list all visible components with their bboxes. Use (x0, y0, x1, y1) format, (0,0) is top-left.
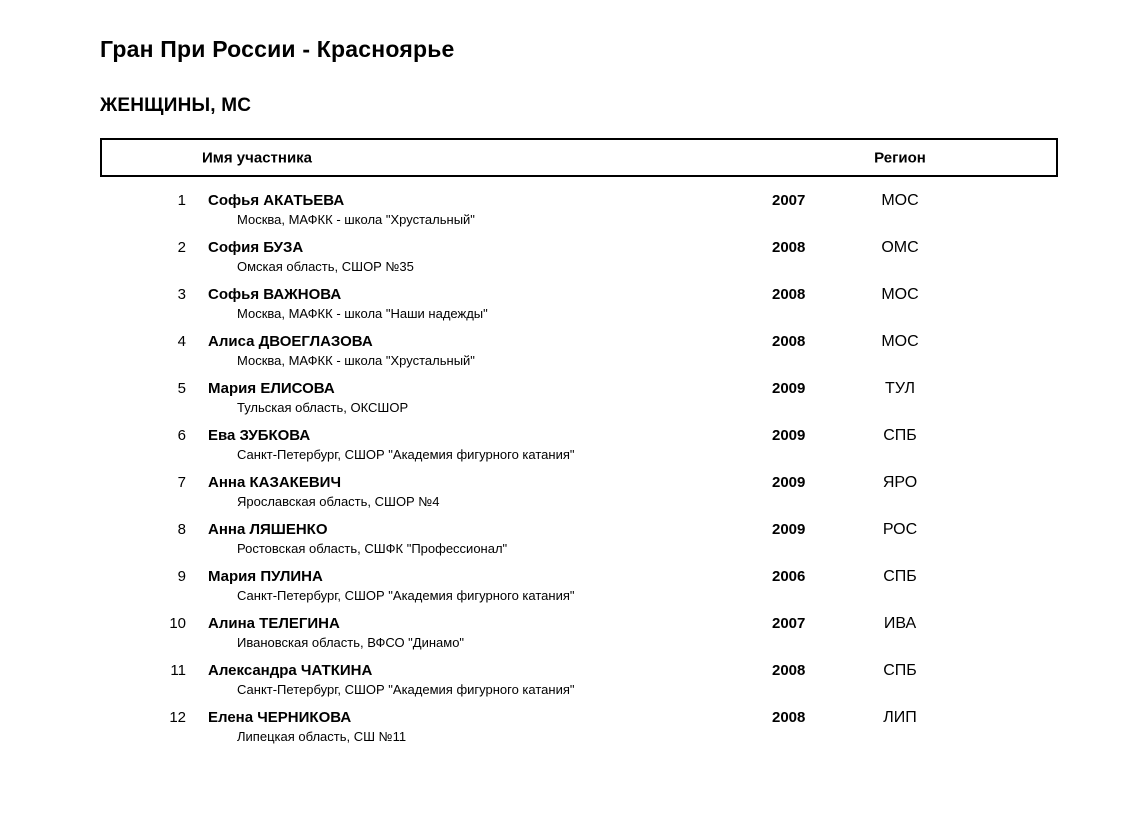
participant-cell (186, 426, 772, 464)
birth-year: 2009 (772, 380, 806, 397)
participant-cell (186, 520, 772, 558)
row-number: 2 (177, 239, 186, 256)
participant-cell (186, 285, 772, 323)
birth-year: 2008 (772, 709, 806, 726)
participant-club: Ивановская область, ВФСО "Динамо" (237, 635, 465, 650)
region-code: МОС (881, 192, 919, 209)
table-row (100, 332, 1058, 379)
column-header-name: Имя участника (202, 149, 313, 166)
table-row (100, 426, 1058, 473)
birth-year: 2008 (772, 333, 806, 350)
table-row (100, 285, 1058, 332)
table-row (100, 379, 1058, 426)
participant-cell (186, 238, 772, 276)
table-header (100, 138, 1058, 177)
participant-club: Москва, МАФКК - школа "Хрустальный" (237, 212, 475, 227)
row-number: 1 (177, 192, 186, 209)
row-number: 11 (170, 662, 186, 679)
participant-cell (186, 661, 772, 699)
participant-club: Санкт-Петербург, СШОР "Академия фигурного катания" (237, 682, 575, 697)
birth-year: 2006 (772, 568, 806, 585)
participant-name: Ева ЗУБКОВА (208, 427, 311, 444)
row-number: 7 (177, 474, 186, 491)
participant-name: Анна КАЗАКЕВИЧ (208, 474, 341, 491)
participant-cell (186, 191, 772, 229)
participant-name: Алина ТЕЛЕГИНА (208, 615, 340, 632)
participant-name: Софья ВАЖНОВА (208, 286, 342, 303)
birth-year: 2008 (772, 286, 806, 303)
birth-year: 2008 (772, 239, 806, 256)
category-title: ЖЕНЩИНЫ, МС (100, 95, 252, 116)
participant-cell (186, 567, 772, 605)
participant-club: Омская область, СШОР №35 (237, 259, 414, 274)
birth-year: 2009 (772, 427, 806, 444)
table-row (100, 473, 1058, 520)
participant-cell (186, 332, 772, 370)
participant-cell (186, 473, 772, 511)
table-row (100, 238, 1058, 285)
participant-name: Софья АКАТЬЕВА (208, 192, 345, 209)
participant-name: Анна ЛЯШЕНКО (208, 521, 328, 538)
row-number: 5 (177, 380, 186, 397)
region-code: СПБ (883, 427, 917, 444)
participant-cell (186, 708, 772, 746)
participant-club: Тульская область, ОКСШОР (237, 400, 409, 415)
participant-name: Алиса ДВОЕГЛАЗОВА (208, 333, 373, 350)
participant-club: Ярославская область, СШОР №4 (237, 494, 440, 509)
participant-name: София БУЗА (208, 239, 304, 256)
region-code: ЛИП (883, 709, 917, 726)
region-code: ОМС (881, 239, 919, 256)
row-number: 6 (177, 427, 186, 444)
region-code: МОС (881, 286, 919, 303)
participant-name: Мария ПУЛИНА (208, 568, 323, 585)
region-code: ИВА (883, 615, 917, 632)
participant-name: Александра ЧАТКИНА (208, 662, 373, 679)
participant-club: Ростовская область, СШФК "Профессионал" (237, 541, 508, 556)
birth-year: 2007 (772, 192, 806, 209)
participant-club: Санкт-Петербург, СШОР "Академия фигурного катания" (237, 447, 575, 462)
participant-name: Мария ЕЛИСОВА (208, 380, 335, 397)
birth-year: 2009 (772, 521, 806, 538)
region-code: МОС (881, 333, 919, 350)
region-code: СПБ (883, 662, 917, 679)
row-number: 9 (177, 568, 186, 585)
table-row (100, 708, 1058, 755)
participant-club: Москва, МАФКК - школа "Хрустальный" (237, 353, 475, 368)
birth-year: 2007 (772, 615, 806, 632)
table-row (100, 520, 1058, 567)
region-code: РОС (882, 521, 918, 538)
participant-club: Липецкая область, СШ №11 (237, 729, 407, 744)
row-number: 8 (177, 521, 186, 538)
region-code: ТУЛ (885, 380, 915, 397)
participant-name: Елена ЧЕРНИКОВА (208, 709, 352, 726)
table-row (100, 661, 1058, 708)
participant-cell (186, 379, 772, 417)
table-row (100, 614, 1058, 661)
row-number: 12 (169, 709, 186, 726)
participant-club: Санкт-Петербург, СШОР "Академия фигурного катания" (237, 588, 575, 603)
participants-list (100, 191, 1058, 755)
column-header-region: Регион (874, 149, 926, 166)
participant-club: Москва, МАФКК - школа "Наши надежды" (237, 306, 488, 321)
row-number: 3 (177, 286, 186, 303)
participant-cell (186, 614, 772, 652)
table-row (100, 191, 1058, 238)
row-number: 4 (177, 333, 186, 350)
region-code: ЯРО (882, 474, 918, 491)
table-row (100, 567, 1058, 614)
page-title: Гран При России - Красноярье (100, 36, 455, 62)
birth-year: 2009 (772, 474, 806, 491)
row-number: 10 (169, 615, 186, 632)
birth-year: 2008 (772, 662, 806, 679)
region-code: СПБ (883, 568, 917, 585)
